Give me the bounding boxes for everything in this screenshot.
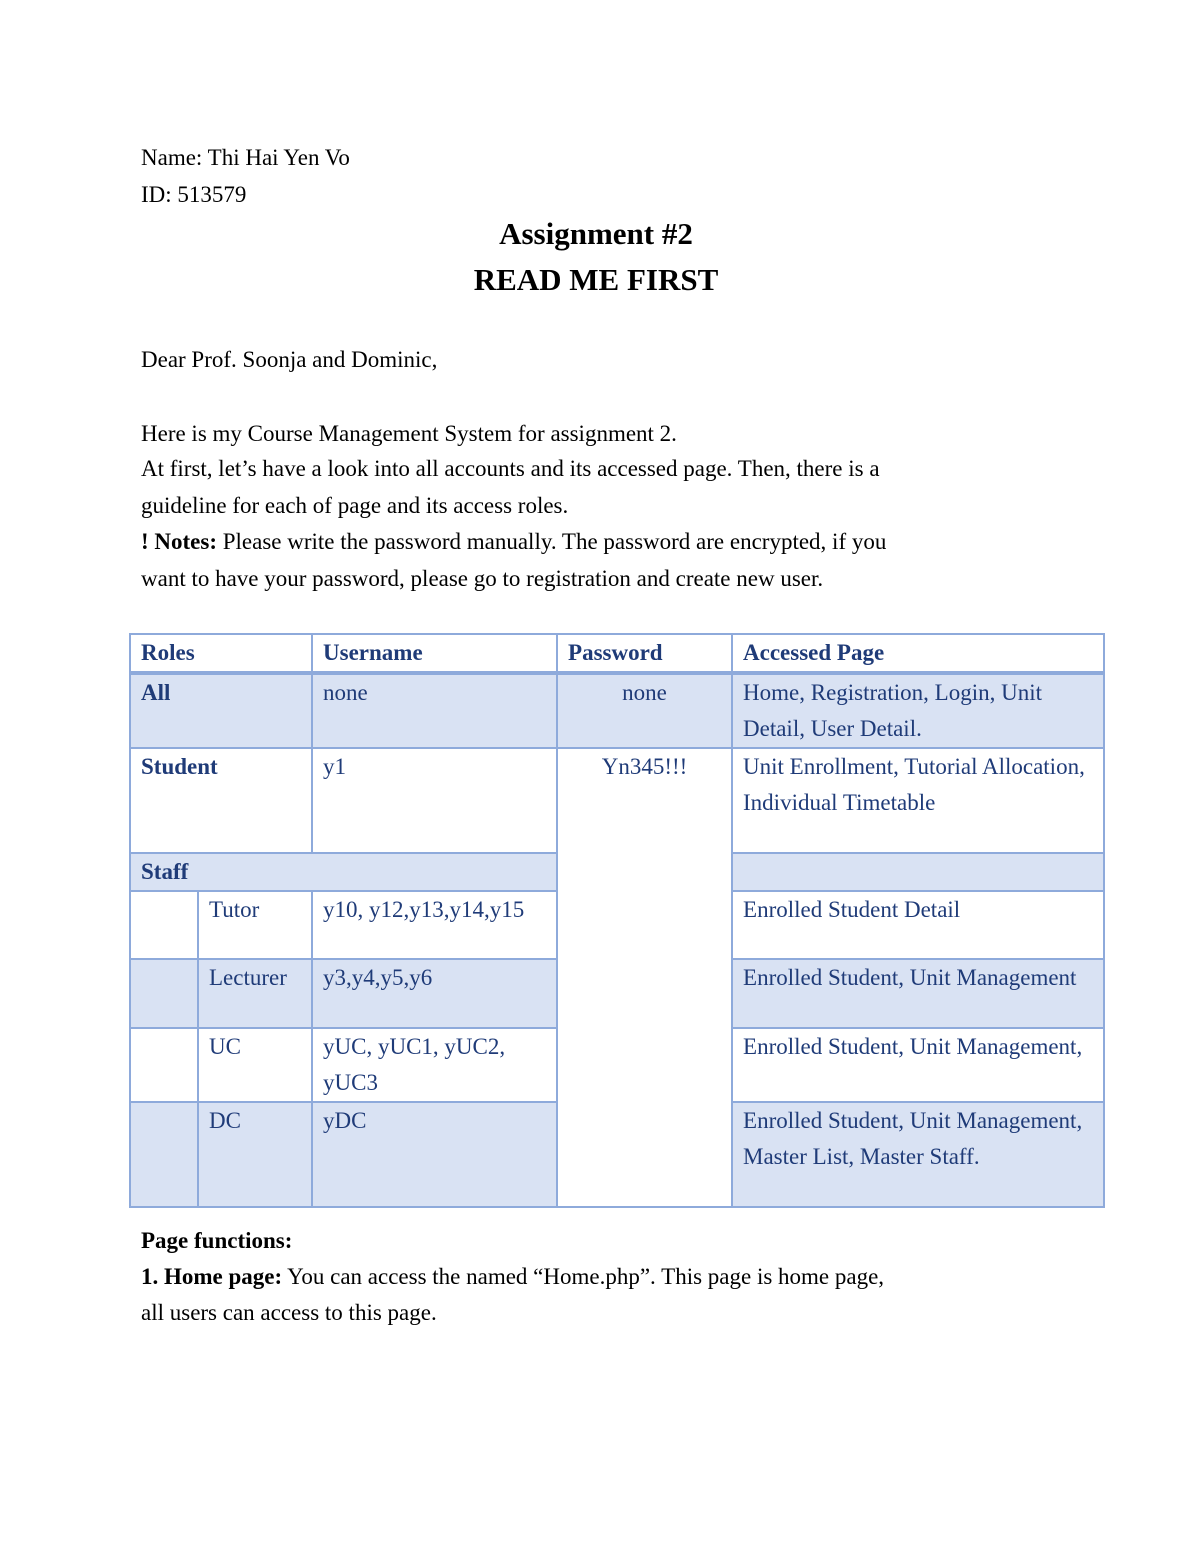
notes-label: ! Notes: <box>141 529 217 554</box>
username-tutor: y10, y12,y13,y14,y15 <box>312 891 557 959</box>
assignment-title: Assignment #2 <box>499 216 693 251</box>
pages-lecturer: Enrolled Student, Unit Management <box>732 959 1104 1028</box>
function-item-1-label: 1. Home page: <box>141 1264 283 1289</box>
overview-line-2: guideline for each of page and its access roles. <box>141 493 569 518</box>
header-roles: Roles <box>130 634 312 673</box>
greeting: Dear Prof. Soonja and Dominic, <box>141 347 438 372</box>
username-lecturer: y3,y4,y5,y6 <box>312 959 557 1028</box>
pages-all: Home, Registration, Login, Unit Detail, User Detail. <box>732 673 1104 748</box>
page-functions-heading-text: Page functions: <box>141 1228 293 1253</box>
pages-tutor: Enrolled Student Detail <box>732 891 1104 959</box>
student-id: ID: 513579 <box>141 182 247 207</box>
student-name: Name: Thi Hai Yen Vo <box>141 145 350 170</box>
header-password: Password <box>557 634 732 673</box>
header-accessed-page: Accessed Page <box>732 634 1104 673</box>
intro-paragraph: Here is my Course Management System for assignment 2. <box>141 421 677 446</box>
page-functions-heading <box>141 1223 292 1260</box>
pages-staff <box>732 853 1104 891</box>
role-uc: UC <box>198 1028 312 1102</box>
indent-cell <box>130 891 198 959</box>
pages-student: Unit Enrollment, Tutorial Allocation, Individual Timetable <box>732 748 1104 853</box>
accounts-table <box>129 633 1105 1208</box>
role-staff: Staff <box>130 853 557 891</box>
role-all: All <box>130 673 312 748</box>
username-all: none <box>312 673 557 748</box>
role-student: Student <box>130 748 312 853</box>
pages-dc: Enrolled Student, Unit Management, Master List, Master Staff. <box>732 1102 1104 1207</box>
password-all: none <box>557 673 732 748</box>
role-lecturer: Lecturer <box>198 959 312 1028</box>
table-row-student <box>130 748 1104 853</box>
username-dc: yDC <box>312 1102 557 1207</box>
password-student-staff: Yn345!!! <box>557 748 732 1207</box>
table-header-row <box>130 634 1104 673</box>
header-username: Username <box>312 634 557 673</box>
role-tutor: Tutor <box>198 891 312 959</box>
function-item-1-line-1 <box>141 1259 884 1296</box>
indent-cell <box>130 959 198 1028</box>
role-dc: DC <box>198 1102 312 1207</box>
username-student: y1 <box>312 748 557 853</box>
notes-line-2: want to have your password, please go to registration and create new user. <box>141 566 824 591</box>
indent-cell <box>130 1028 198 1102</box>
function-item-1-line-2: all users can access to this page. <box>141 1300 437 1325</box>
pages-uc: Enrolled Student, Unit Management, <box>732 1028 1104 1102</box>
notes-line-1 <box>141 524 886 561</box>
notes-text: Please write the password manually. The password are encrypted, if you <box>217 529 887 554</box>
table-row-all <box>130 673 1104 748</box>
readme-title: READ ME FIRST <box>473 262 719 297</box>
username-uc: yUC, yUC1, yUC2, yUC3 <box>312 1028 557 1102</box>
overview-line-1: At first, let’s have a look into all accounts and its accessed page. Then, there is a <box>141 456 880 481</box>
indent-cell <box>130 1102 198 1207</box>
function-item-1-text: You can access the named “Home.php”. This page is home page, <box>282 1264 885 1289</box>
